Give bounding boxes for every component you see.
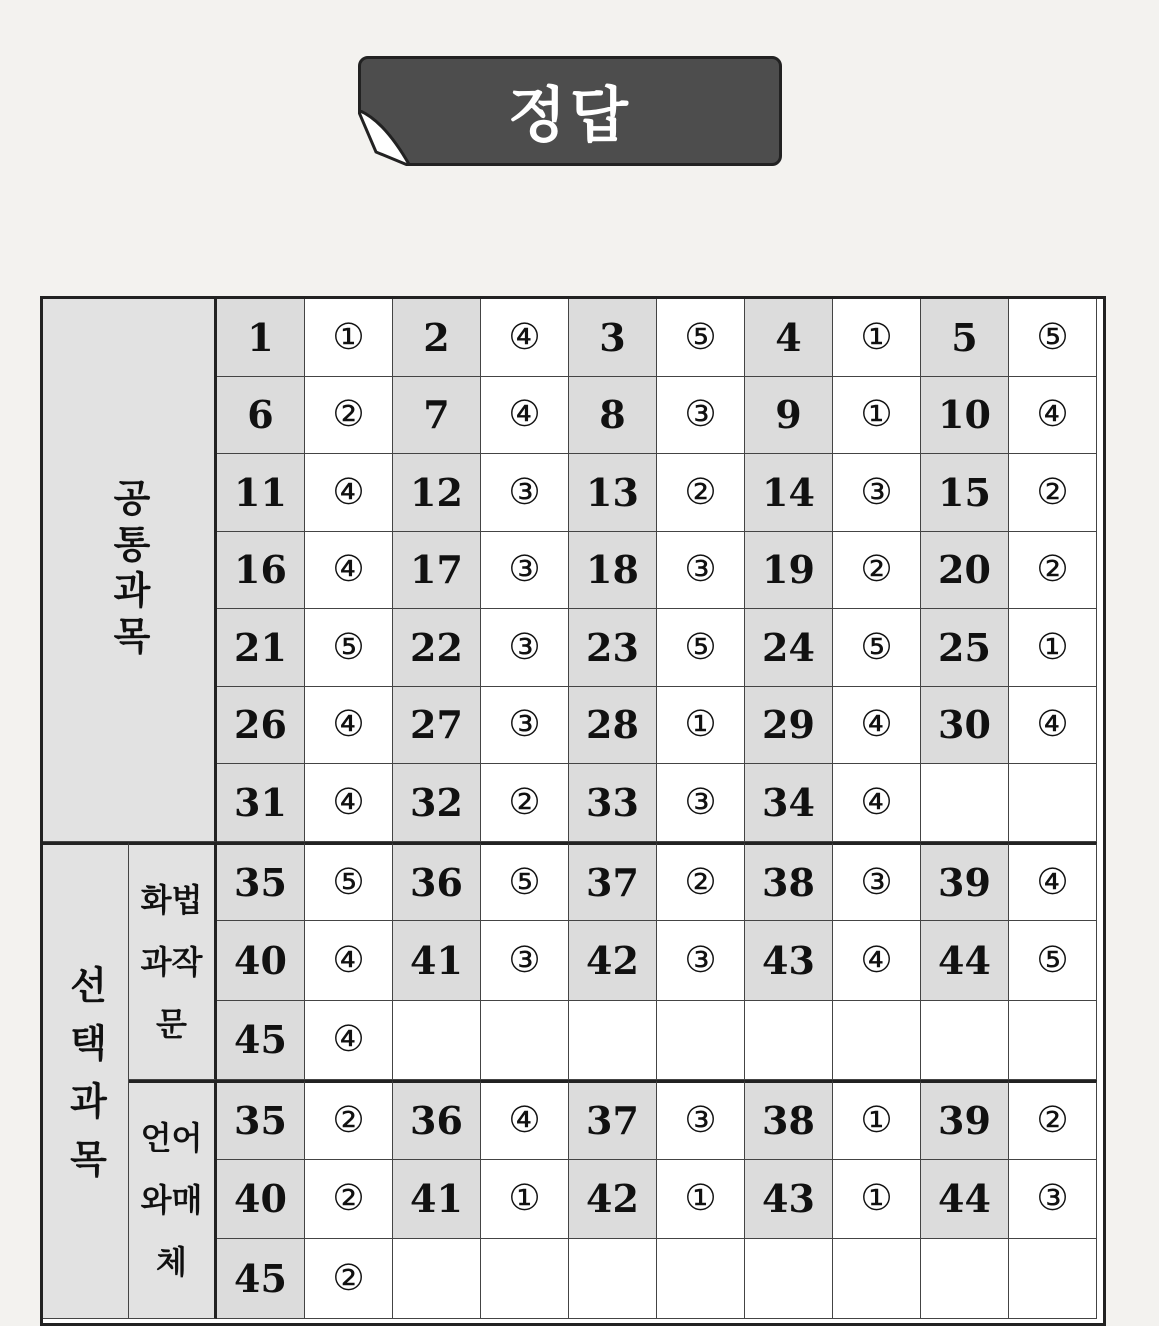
answer-choice: ② [1009,1080,1097,1160]
answer-choice: ④ [305,454,393,532]
answer-choice: ④ [1009,377,1097,455]
answer-choice: ③ [481,609,569,687]
answer-choice: ③ [657,921,745,1001]
question-number: 20 [921,532,1009,610]
question-number [745,1239,833,1319]
question-number: 24 [745,609,833,687]
question-number: 28 [569,687,657,765]
question-number [393,1239,481,1319]
question-number: 41 [393,1160,481,1240]
question-number: 23 [569,609,657,687]
answer-choice: ④ [833,921,921,1001]
question-number: 6 [217,377,305,455]
answer-choice: ② [481,764,569,842]
answer-choice: ① [833,377,921,455]
answer-choice: ① [833,1080,921,1160]
question-number: 38 [745,1080,833,1160]
question-number [921,764,1009,842]
question-number: 19 [745,532,833,610]
answer-choice: ③ [833,454,921,532]
answer-choice: ③ [833,842,921,922]
question-number: 15 [921,454,1009,532]
answer-choice: ③ [1009,1160,1097,1240]
answer-choice: ① [305,299,393,377]
answer-choice: ③ [657,1080,745,1160]
question-number: 33 [569,764,657,842]
answer-choice: ⑤ [305,609,393,687]
answer-choice: ② [305,1080,393,1160]
question-number: 4 [745,299,833,377]
answer-choice [1009,764,1097,842]
question-number: 11 [217,454,305,532]
answer-choice: ③ [481,532,569,610]
answer-choice [833,1239,921,1319]
answer-choice: ⑤ [1009,921,1097,1001]
answer-choice: ② [305,1239,393,1319]
question-number: 36 [393,842,481,922]
question-number: 39 [921,1080,1009,1160]
answer-table [40,296,1106,1326]
answer-choice: ② [657,454,745,532]
answer-banner [358,56,782,166]
question-number: 25 [921,609,1009,687]
answer-choice: ③ [657,532,745,610]
question-number: 41 [393,921,481,1001]
answer-choice: ② [1009,454,1097,532]
answer-choice: ⑤ [657,299,745,377]
subject-label-speech-writing: 화법과작문 [129,842,217,1081]
answer-choice: ④ [1009,687,1097,765]
answer-choice: ④ [833,764,921,842]
question-number: 43 [745,1160,833,1240]
section-label-elective: 선택과목 [43,842,129,1319]
question-number: 35 [217,1080,305,1160]
subject-label-language-media: 언어와매체 [129,1080,217,1319]
section-label-common: 공통과목 [43,299,217,842]
answer-choice [1009,1001,1097,1081]
banner-title: 정답 [508,81,632,151]
answer-choice: ② [833,532,921,610]
question-number: 9 [745,377,833,455]
answer-choice [1009,1239,1097,1319]
answer-choice: ① [657,687,745,765]
answer-choice: ② [657,842,745,922]
answer-choice: ⑤ [657,609,745,687]
question-number: 5 [921,299,1009,377]
question-number [921,1239,1009,1319]
question-number: 31 [217,764,305,842]
question-number: 43 [745,921,833,1001]
question-number: 29 [745,687,833,765]
question-number: 13 [569,454,657,532]
answer-choice: ① [481,1160,569,1240]
question-number: 2 [393,299,481,377]
question-number: 44 [921,1160,1009,1240]
answer-choice: ⑤ [833,609,921,687]
answer-choice: ⑤ [1009,299,1097,377]
answer-choice: ⑤ [481,842,569,922]
question-number: 34 [745,764,833,842]
answer-choice: ① [1009,609,1097,687]
question-number: 40 [217,1160,305,1240]
question-number: 12 [393,454,481,532]
question-number: 37 [569,842,657,922]
question-number [569,1239,657,1319]
question-number: 40 [217,921,305,1001]
answer-choice: ④ [481,299,569,377]
page-curl-icon [358,110,418,166]
question-number: 1 [217,299,305,377]
question-number: 3 [569,299,657,377]
answer-choice: ③ [481,454,569,532]
answer-choice [657,1001,745,1081]
question-number: 45 [217,1001,305,1081]
question-number: 14 [745,454,833,532]
answer-choice: ④ [833,687,921,765]
answer-choice: ① [833,299,921,377]
question-number: 26 [217,687,305,765]
question-number [569,1001,657,1081]
question-number: 18 [569,532,657,610]
answer-choice: ④ [481,1080,569,1160]
answer-choice: ④ [305,532,393,610]
question-number: 44 [921,921,1009,1001]
answer-choice: ④ [305,764,393,842]
question-number: 42 [569,1160,657,1240]
question-number: 21 [217,609,305,687]
question-number: 7 [393,377,481,455]
answer-choice: ④ [1009,842,1097,922]
answer-choice: ② [305,1160,393,1240]
question-number: 17 [393,532,481,610]
question-number: 42 [569,921,657,1001]
question-number: 16 [217,532,305,610]
answer-choice: ③ [657,764,745,842]
question-number [745,1001,833,1081]
answer-choice: ④ [305,687,393,765]
question-number: 39 [921,842,1009,922]
question-number: 32 [393,764,481,842]
answer-choice: ⑤ [305,842,393,922]
question-number [393,1001,481,1081]
answer-choice [657,1239,745,1319]
answer-choice [481,1239,569,1319]
answer-choice: ④ [305,921,393,1001]
question-number: 27 [393,687,481,765]
answer-choice: ① [833,1160,921,1240]
question-number [921,1001,1009,1081]
answer-choice: ② [305,377,393,455]
question-number: 35 [217,842,305,922]
question-number: 22 [393,609,481,687]
answer-choice: ③ [481,921,569,1001]
answer-choice [481,1001,569,1081]
question-number: 38 [745,842,833,922]
question-number: 45 [217,1239,305,1319]
question-number: 10 [921,377,1009,455]
answer-choice: ④ [305,1001,393,1081]
answer-choice: ① [657,1160,745,1240]
answer-choice: ③ [657,377,745,455]
answer-choice: ③ [481,687,569,765]
answer-choice: ④ [481,377,569,455]
question-number: 37 [569,1080,657,1160]
question-number: 36 [393,1080,481,1160]
answer-choice: ② [1009,532,1097,610]
question-number: 30 [921,687,1009,765]
answer-choice [833,1001,921,1081]
question-number: 8 [569,377,657,455]
